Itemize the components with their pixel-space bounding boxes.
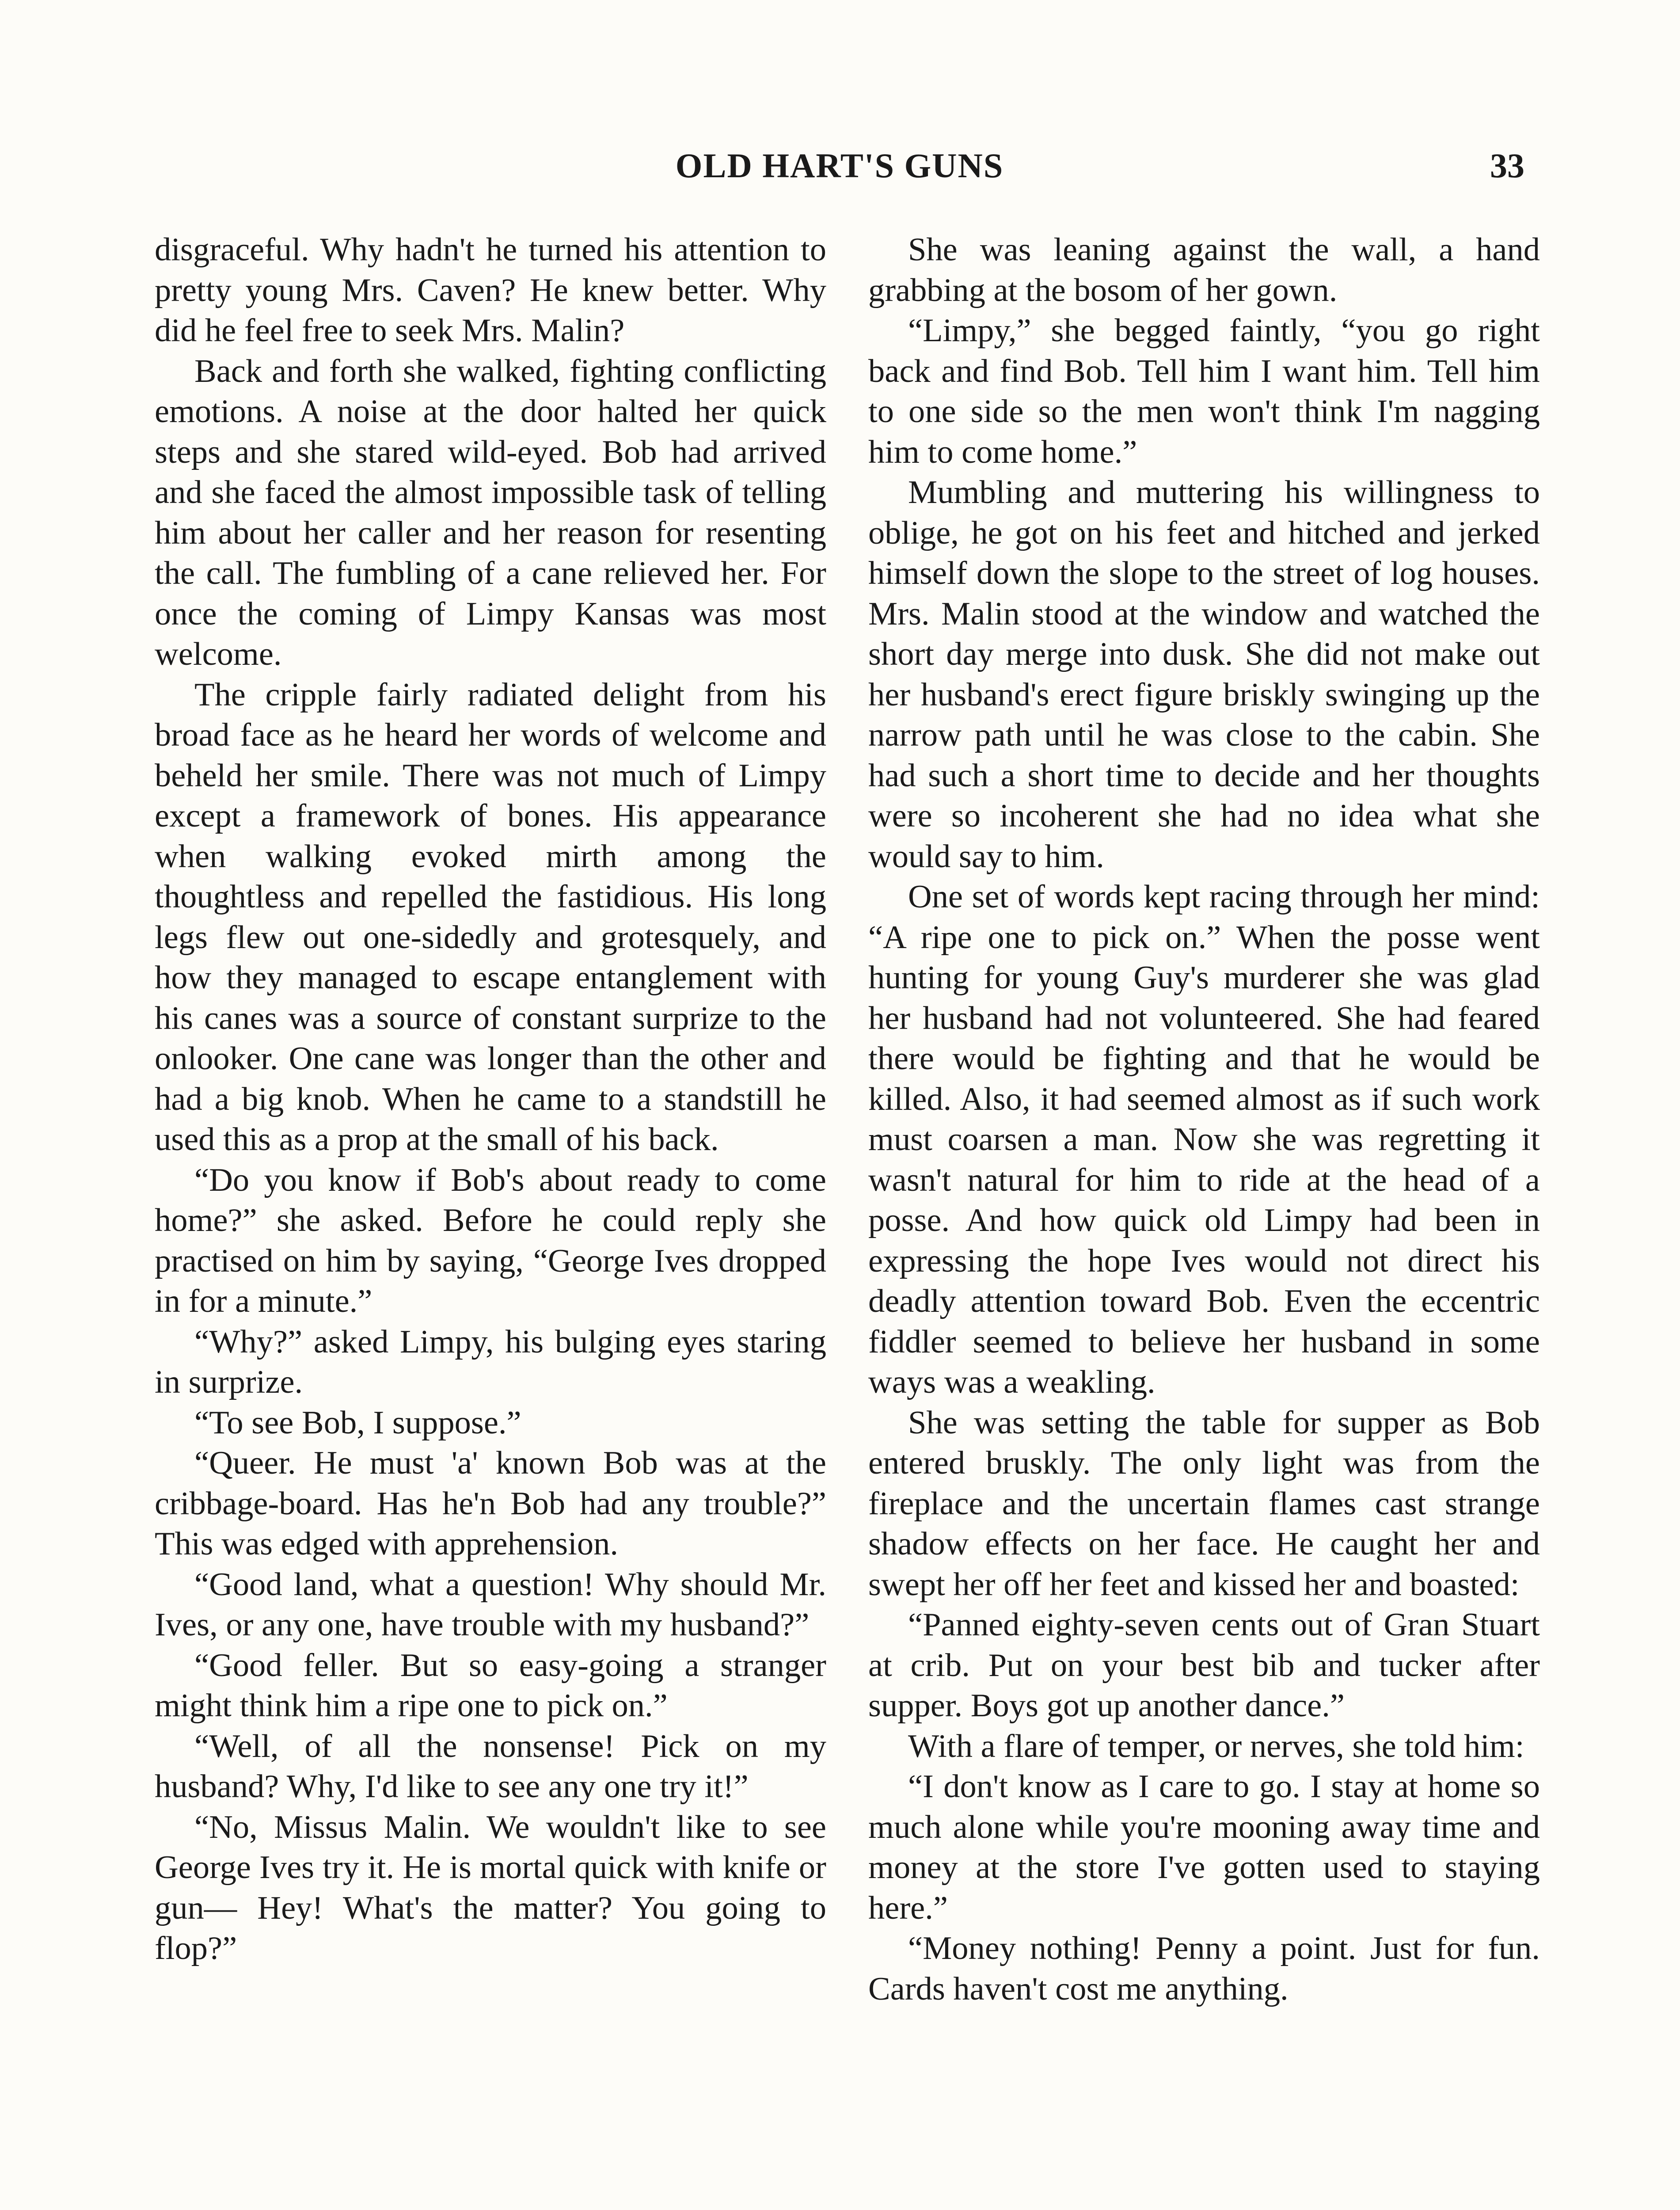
paragraph: One set of words kept racing through her mind: “A ripe one to pick on.” When the posse went hunting for young Guy's murderer she was glad her husband had not volunteered. She had feared there would be fighting and that he would be killed. Also, it had seemed almost as if such work must coarsen a man. Now she was regretting it wasn't natural for him to ride at the head of a posse. And how quick old Limpy had been in expressing the hope Ives would not direct his deadly attention toward Bob. Even the eccentric fiddler seemed to believe her husband in some ways was a weakling. [868,879,1540,1400]
running-head [155,141,1524,199]
paragraph: “No, Missus Malin. We wouldn't like to see George Ives try it. He is mortal quick with knife or gun— Hey! What's the matter? You going to flop?” [155,1809,826,1966]
page-number: 33 [1490,146,1524,185]
paragraph: “To see Bob, I suppose.” [194,1404,521,1441]
running-title: OLD HART'S GUNS [675,146,1004,185]
paragraph: The cripple fairly radiated delight from his broad face as he heard her words of welcome and beheld her smile. There was not much of Limpy except a framework of bones. His appearance when walking evoked mirth among the thoughtless and repelled the fastidious. His long legs flew out one-sidedly and grotesquely, and how they managed to escape entanglement with his canes was a source of constant surprize to the onlooker. One cane was longer than the other and had a big knob. When he came to a standstill he used this as a prop at the small of his back. [155,676,826,1158]
right-column [868,230,1540,2210]
paragraph: She was setting the table for supper as Bob entered bruskly. The only light was from the fireplace and the uncertain flames cast strange shadow effects on her face. He caught her and swept her off her feet and kissed her and boasted: [868,1404,1540,1603]
paragraph: “Good land, what a question! Why should Mr. Ives, or any one, have trouble with my husband?” [155,1566,826,1643]
paragraph: She was leaning against the wall, a hand grabbing at the bosom of her gown. [868,232,1540,309]
paragraph: With a flare of temper, or nerves, she told him: [908,1728,1524,1764]
paragraph: “I don't know as I care to go. I stay at home so much alone while you're mooning away time and money at the store I've gotten used to staying here.” [868,1768,1540,1926]
paragraph: “Do you know if Bob's about ready to come home?” she asked. Before he could reply she practised on him by saying, “George Ives dropped in for a minute.” [155,1162,826,1319]
paragraph: “Money nothing! Penny a point. Just for fun. Cards haven't cost me anything. [868,1930,1540,2007]
paragraph: “Limpy,” she begged faintly, “you go right back and find Bob. Tell him I want him. Tell him to one side so the men won't think I'm nagging him to come home.” [868,312,1540,470]
paragraph: “Well, of all the nonsense! Pick on my husband? Why, I'd like to see any one try it!” [155,1728,826,1805]
paragraph: “Good feller. But so easy-going a stranger might think him a ripe one to pick on.” [155,1647,826,1724]
paragraph: Mumbling and muttering his willingness to oblige, he got on his feet and hitched and jerked himself down the slope to the street of log houses. Mrs. Malin stood at the window and watched the short day merge into dusk. She did not make out her husband's erect figure briskly swinging up the narrow path until he was close to the cabin. She had such a short time to decide and her thoughts were so incoherent she had no idea what she would say to him. [868,474,1540,875]
paragraph: “Panned eighty-seven cents out of Gran Stuart at crib. Put on your best bib and tucker after supper. Boys got up another dance.” [868,1607,1540,1724]
left-column [155,230,826,2210]
paragraph: disgraceful. Why hadn't he turned his attention to pretty young Mrs. Caven? He knew better. Why did he feel free to seek Mrs. Malin? [155,232,826,349]
paragraph: “Why?” asked Limpy, his bulging eyes staring in surprize. [155,1323,826,1400]
paragraph: Back and forth she walked, fighting conflicting emotions. A noise at the door halted her quick steps and she stared wild-eyed. Bob had arrived and she faced the almost impossible task of telling him about her caller and her reason for resenting the call. The fumbling of a cane relieved her. For once the coming of Limpy Kansas was most welcome. [155,353,826,672]
paragraph: “Queer. He must 'a' known Bob was at the cribbage-board. Has he'n Bob had any trouble?” This was edged with apprehension. [155,1445,826,1562]
